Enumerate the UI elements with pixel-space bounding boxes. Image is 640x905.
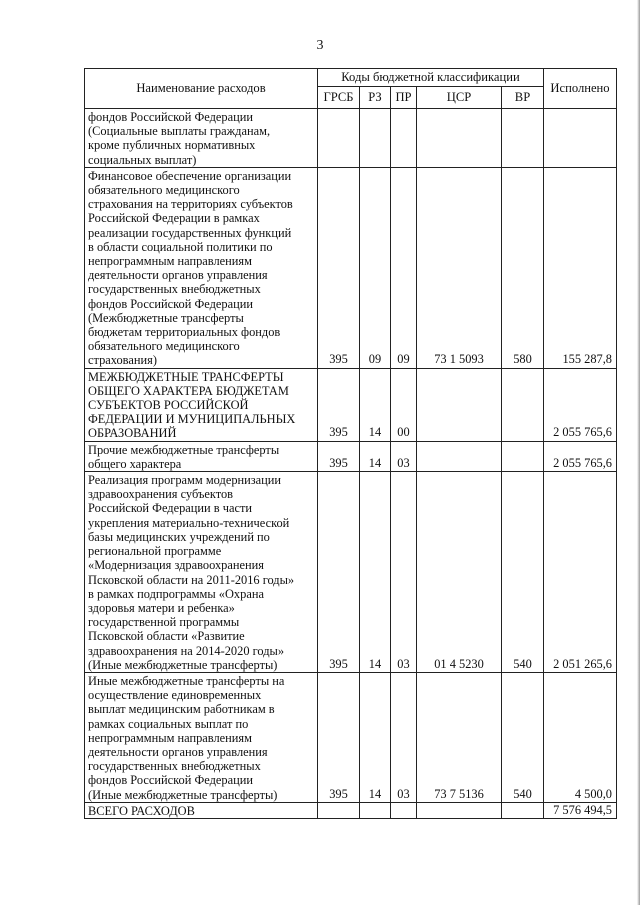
row-pr-cell: 00 [391, 368, 417, 441]
row-rz-cell: 09 [360, 167, 391, 368]
row-csr-cell: 73 1 5093 [417, 167, 502, 368]
row-grsb-cell: 395 [318, 167, 360, 368]
row-grsb-cell: 395 [318, 368, 360, 441]
row-name-line: ВСЕГО РАСХОДОВ [88, 803, 195, 818]
row-pr-cell [391, 802, 417, 818]
row-rz-cell: 14 [360, 441, 391, 471]
row-name-line: социальных выплат) [88, 152, 197, 167]
row-name-line: страхования на территориях субъектов [88, 197, 293, 212]
row-name-line: ОБЩЕГО ХАРАКТЕРА БЮДЖЕТАМ [88, 383, 289, 398]
row-vr-cell [502, 109, 544, 168]
row-vr-cell: 540 [502, 472, 544, 673]
row-name-cell [85, 472, 318, 673]
header-executed: Исполнено [544, 69, 617, 109]
row-name-cell [85, 109, 318, 168]
row-name-line: базы медицинских учреждений по [88, 529, 270, 544]
row-name-line: региональной программе [88, 544, 222, 559]
table-row [85, 441, 617, 471]
table-row [85, 109, 617, 168]
row-name-line: МЕЖБЮДЖЕТНЫЕ ТРАНСФЕРТЫ [88, 369, 284, 384]
header-csr: ЦСР [417, 87, 502, 109]
row-amount-cell: 2 055 765,6 [544, 441, 617, 471]
row-name-line: Псковской области «Развитие [88, 629, 245, 644]
row-name-line: реализации государственных функций [88, 225, 292, 240]
row-name-line: (Иные межбюджетные трансферты) [88, 657, 278, 672]
header-rz: РЗ [360, 87, 391, 109]
row-amount-cell: 155 287,8 [544, 167, 617, 368]
row-name-line: деятельности органов управления [88, 744, 268, 759]
page-number: 3 [316, 38, 324, 53]
row-name-line: непрограммным направлениям [88, 254, 252, 269]
table-row [85, 167, 617, 368]
row-rz-cell [360, 109, 391, 168]
row-csr-cell [417, 441, 502, 471]
row-name-line: (Социальные выплаты гражданам, [88, 124, 271, 139]
row-rz-cell [360, 802, 391, 818]
row-name-line: укрепления материально-технической [88, 515, 290, 530]
row-name-line: (Межбюджетные трансферты [88, 310, 244, 325]
row-amount-cell: 4 500,0 [544, 672, 617, 802]
row-name-line: обязательного медицинского [88, 183, 240, 198]
row-name-line: кроме публичных нормативных [88, 138, 256, 153]
row-name-line: Иные межбюджетные трансферты на [88, 673, 285, 688]
row-name-line: здравоохранения на 2014-2020 годы» [88, 643, 285, 658]
table-row [85, 802, 617, 818]
row-name-line: СУБЪЕКТОВ РОССИЙСКОЙ [88, 398, 249, 413]
header-pr: ПР [391, 87, 417, 109]
row-vr-cell [502, 441, 544, 471]
row-grsb-cell: 395 [318, 441, 360, 471]
row-name-line: Российской Федерации в рамках [88, 211, 260, 226]
row-vr-cell [502, 802, 544, 818]
row-name-line: ФЕДЕРАЦИИ И МУНИЦИПАЛЬНЫХ [88, 412, 296, 427]
row-name-line: страхования) [88, 353, 157, 368]
row-name-cell [85, 368, 318, 441]
row-name-line: деятельности органов управления [88, 268, 268, 283]
row-name-line: непрограммным направлениям [88, 730, 252, 745]
row-amount-cell: 7 576 494,5 [544, 802, 617, 818]
row-amount-cell: 2 051 265,6 [544, 472, 617, 673]
row-name-line: рамках социальных выплат по [88, 716, 249, 731]
budget-table [84, 68, 617, 819]
table-header [85, 69, 617, 109]
row-csr-cell: 01 4 5230 [417, 472, 502, 673]
row-vr-cell: 540 [502, 672, 544, 802]
row-name-line: выплат медицинским работникам в [88, 702, 275, 717]
row-name-line: Псковской области на 2011-2016 годы» [88, 572, 295, 587]
row-name-line: в области социальной политики по [88, 239, 273, 254]
row-rz-cell: 14 [360, 472, 391, 673]
table-row [85, 672, 617, 802]
row-name-line: государственных внебюджетных [88, 759, 261, 774]
row-name-line: Финансовое обеспечение организации [88, 168, 292, 183]
row-grsb-cell: 395 [318, 672, 360, 802]
table-body [85, 109, 617, 819]
header-grsb: ГРСБ [318, 87, 360, 109]
row-name-cell [85, 802, 318, 818]
header-name: Наименование расходов [85, 69, 318, 109]
table-row [85, 472, 617, 673]
row-pr-cell: 09 [391, 167, 417, 368]
row-name-line: здравоохранения субъектов [88, 487, 234, 502]
row-pr-cell [391, 109, 417, 168]
row-name-line: ОБРАЗОВАНИЙ [88, 426, 177, 441]
row-name-line: бюджетам территориальных фондов [88, 325, 281, 340]
row-name-line: осуществление единовременных [88, 688, 262, 703]
row-name-line: здоровья матери и ребенка» [88, 600, 235, 615]
row-grsb-cell: 395 [318, 472, 360, 673]
row-name-line: «Модернизация здравоохранения [88, 558, 264, 573]
row-name-cell [85, 441, 318, 471]
row-vr-cell: 580 [502, 167, 544, 368]
row-pr-cell: 03 [391, 472, 417, 673]
row-csr-cell [417, 802, 502, 818]
row-name-line: фондов Российской Федерации [88, 296, 253, 311]
row-grsb-cell [318, 109, 360, 168]
row-name-line: государственных внебюджетных [88, 282, 261, 297]
row-name-line: общего характера [88, 456, 182, 471]
row-pr-cell: 03 [391, 441, 417, 471]
row-vr-cell [502, 368, 544, 441]
row-name-line: Российской Федерации в части [88, 501, 252, 516]
row-csr-cell [417, 368, 502, 441]
row-amount-cell: 2 055 765,6 [544, 368, 617, 441]
row-name-cell [85, 167, 318, 368]
row-pr-cell: 03 [391, 672, 417, 802]
row-name-line: Прочие межбюджетные трансферты [88, 442, 280, 457]
row-csr-cell [417, 109, 502, 168]
row-name-line: (Иные межбюджетные трансферты) [88, 787, 278, 802]
row-grsb-cell [318, 802, 360, 818]
row-name-cell [85, 672, 318, 802]
header-codes-group: Коды бюджетной классификации [318, 69, 544, 87]
row-name-line: фондов Российской Федерации [88, 773, 253, 788]
header-vr: ВР [502, 87, 544, 109]
row-name-line: обязательного медицинского [88, 339, 240, 354]
row-name-line: государственной программы [88, 615, 240, 630]
row-name-line: Реализация программ модернизации [88, 473, 282, 488]
row-name-line: фондов Российской Федерации [88, 110, 253, 124]
row-csr-cell: 73 7 5136 [417, 672, 502, 802]
row-rz-cell: 14 [360, 672, 391, 802]
row-amount-cell [544, 109, 617, 168]
row-rz-cell: 14 [360, 368, 391, 441]
row-name-line: в рамках подпрограммы «Охрана [88, 586, 264, 601]
table-row [85, 368, 617, 441]
